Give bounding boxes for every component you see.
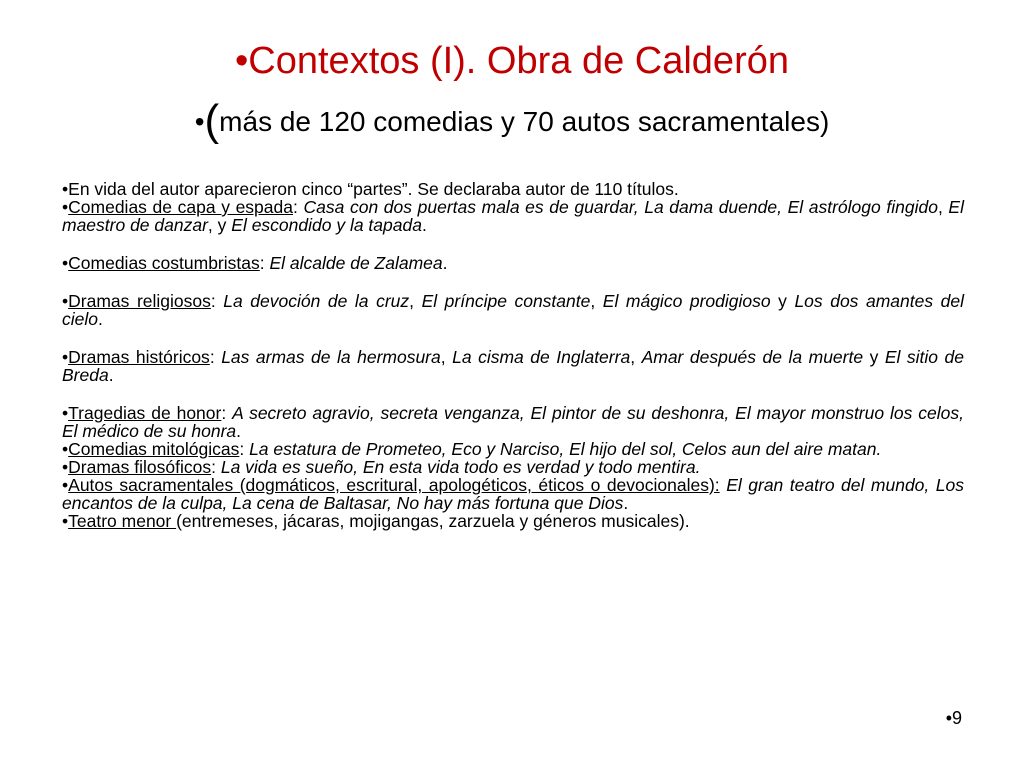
genre-label: Tragedias de honor xyxy=(68,403,222,423)
separator: : xyxy=(221,403,233,423)
genre-label: Comedias mitológicas xyxy=(68,439,240,459)
bullet: • xyxy=(62,291,69,311)
bullet: • xyxy=(62,457,69,477)
bullet: • xyxy=(62,511,69,531)
separator: , xyxy=(630,347,642,367)
separator: : xyxy=(259,253,270,273)
works-text: Las armas de la hermosura xyxy=(221,347,441,367)
separator: : xyxy=(293,197,304,217)
subtitle-text: más de 120 comedias y 70 autos sacramentales xyxy=(219,106,820,137)
item-end: . xyxy=(236,421,242,441)
genre-label: Dramas históricos xyxy=(68,347,210,367)
works-text: Amar después de la muerte xyxy=(641,347,864,367)
works-text: El escondido y la tapada xyxy=(231,215,422,235)
slide-subtitle xyxy=(0,98,1024,145)
works-text: Los dos amantes del cielo xyxy=(62,291,964,329)
bullet: • xyxy=(62,403,69,423)
works-text: La devoción de la cruz xyxy=(223,291,410,311)
genre-label: Teatro menor xyxy=(68,511,177,531)
genre-label: Comedias costumbristas xyxy=(68,253,260,273)
works-text: La estatura de Prometeo, Eco y Narciso, El hijo del sol, Celos aun del aire matan. xyxy=(249,439,882,459)
works-text: La cisma de Inglaterra xyxy=(452,347,631,367)
bullet: • xyxy=(62,197,69,217)
separator: , xyxy=(409,291,422,311)
list-item xyxy=(62,440,964,458)
item-end: . xyxy=(442,253,448,273)
works-text: La vida es sueño, En esta vida todo es verdad y todo mentira. xyxy=(220,457,701,477)
slide-body xyxy=(62,180,964,530)
works-text: Casa con dos puertas mala es de guardar, La dama duende, El astrólogo fingido xyxy=(303,197,938,217)
list-item xyxy=(62,198,964,234)
genre-label: Dramas religiosos xyxy=(68,291,211,311)
list-item xyxy=(62,348,964,384)
item-text: (entremeses, jácaras, mojigangas, zarzuela y géneros musicales). xyxy=(176,511,690,531)
separator: y xyxy=(770,291,795,311)
separator: : xyxy=(239,439,250,459)
bullet: • xyxy=(62,347,69,367)
item-end: . xyxy=(421,215,427,235)
separator: , xyxy=(590,291,603,311)
bullet: • xyxy=(62,475,69,495)
separator: y xyxy=(863,347,885,367)
works-text: El sitio de Breda xyxy=(62,347,964,385)
list-item xyxy=(62,404,964,440)
separator: : xyxy=(210,291,224,311)
genre-label: Dramas filosóficos xyxy=(68,457,212,477)
bullet: • xyxy=(62,179,69,199)
works-text: El maestro de danzar xyxy=(62,197,964,235)
separator: : xyxy=(209,347,222,367)
works-text: El alcalde de Zalamea xyxy=(269,253,443,273)
list-item xyxy=(62,292,964,328)
subtitle-close-paren: ) xyxy=(819,106,830,137)
list-item xyxy=(62,476,964,512)
subtitle-open-paren: ( xyxy=(204,96,220,145)
bullet: • xyxy=(62,253,69,273)
page-number: •9 xyxy=(945,708,962,728)
list-item xyxy=(62,180,964,198)
separator: , y xyxy=(207,215,232,235)
works-text: El príncipe constante xyxy=(421,291,591,311)
separator: , xyxy=(937,197,949,217)
works-text: El mágico prodigioso xyxy=(602,291,771,311)
separator: , xyxy=(440,347,453,367)
list-item xyxy=(62,254,964,272)
slide-title: •Contextos (I). Obra de Calderón xyxy=(234,40,789,82)
genre-label: Comedias de capa y espada xyxy=(68,197,293,217)
genre-label: Autos sacramentales (dogmáticos, escritural, apologéticos, éticos o devocionales): xyxy=(68,475,720,495)
separator: : xyxy=(211,457,221,477)
list-item xyxy=(62,458,964,476)
item-end: . xyxy=(98,309,103,329)
bullet: • xyxy=(62,439,69,459)
works-text: A secreto agravio, secreta venganza, El pintor de su deshonra, El mayor monstruo los celos, El médico de su honra xyxy=(62,403,965,441)
item-text: En vida del autor aparecieron cinco “partes”. Se declaraba autor de 110 títulos. xyxy=(68,179,679,199)
item-end: . xyxy=(108,365,114,385)
subtitle-bullet: • xyxy=(194,106,205,137)
item-end: . xyxy=(623,493,629,513)
works-text: El gran teatro del mundo, Los encantos de la culpa, La cena de Baltasar, No hay más fortuna que Dios xyxy=(62,475,964,513)
list-item xyxy=(62,512,964,530)
